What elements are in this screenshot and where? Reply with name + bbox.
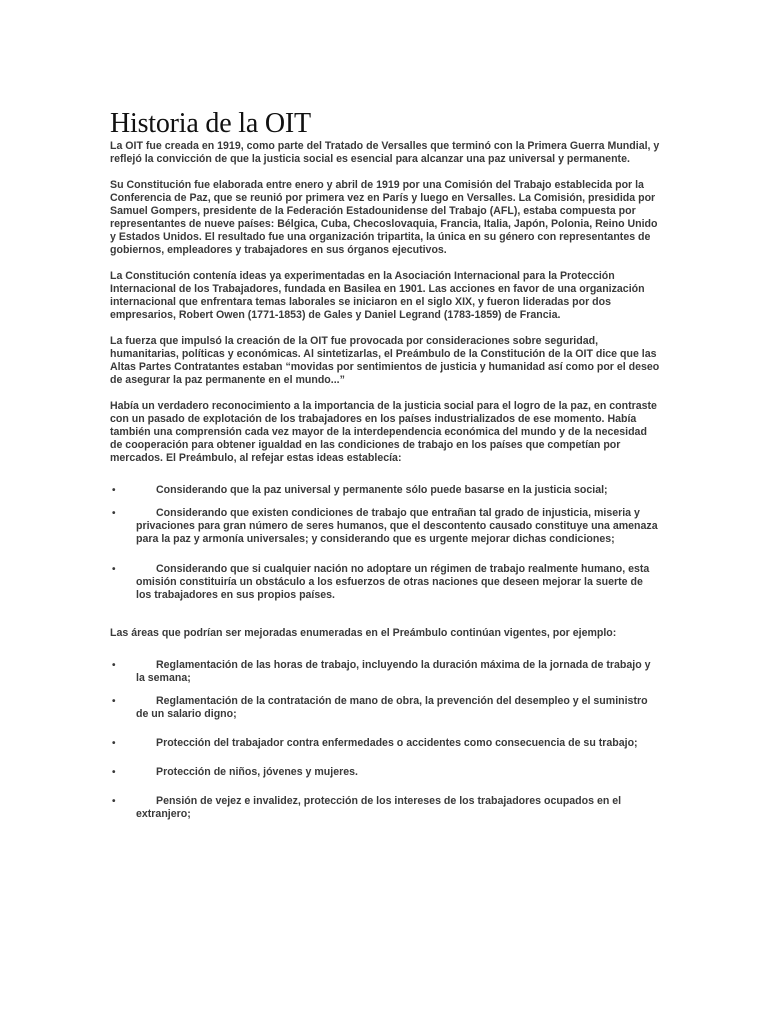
list-item-text: Considerando que la paz universal y permanente sólo puede basarse en la justicia social; xyxy=(156,484,608,496)
paragraph-3: La Constitución contenía ideas ya experimentadas en la Asociación Internacional para la Protección Internacional de los Trabajadores, fundada en Basilea en 1901. Las acciones en favor de una organización internacional que enfrentara temas laborales se iniciaron en el siglo XIX, y fueron lideradas por dos empresarios, Robert Owen (1771-1853) de Gales y Daniel Legrand (1783-1859) de Francia. xyxy=(110,270,645,321)
list-item-text: Considerando que existen condiciones de trabajo que entrañan tal grado de injusticia, miseria y privaciones para gran número de seres humanos, que el descontento causado constituye una amenaza para la paz y armonía universales; y considerando que es urgente mejorar dichas condiciones; xyxy=(136,507,658,545)
list-item xyxy=(110,659,660,685)
document-body xyxy=(110,108,660,821)
page-title: Historia de la OIT xyxy=(110,108,311,139)
list-item xyxy=(110,695,660,721)
bullet-icon: • xyxy=(112,767,116,778)
bullet-icon: • xyxy=(112,564,116,575)
list-item-text: Protección del trabajador contra enfermedades o accidentes como consecuencia de su trabajo; xyxy=(156,737,638,749)
list-item xyxy=(110,766,660,779)
list-item xyxy=(110,795,660,821)
bullet-icon: • xyxy=(112,485,116,496)
paragraph-1: La OIT fue creada en 1919, como parte del Tratado de Versalles que terminó con la Primera Guerra Mundial, y reflejó la convicción de que la justicia social es esencial para alcanzar una paz universal y permanente. xyxy=(110,140,660,165)
areas-list xyxy=(110,659,660,821)
list-item-text: Reglamentación de la contratación de mano de obra, la prevención del desempleo y el suministro de un salario digno; xyxy=(136,695,648,720)
paragraph-5: Había un verdadero reconocimiento a la importancia de la justicia social para el logro de la paz, en contraste con un pasado de explotación de los trabajadores en los países industrializados de ese momento. Había también una comprensión cada vez mayor de la interdependencia económica del mundo y de la necesidad de cooperación para obtener igualdad en las condiciones de trabajo en los países que competían por mercados. El Preámbulo, al refejar estas ideas establecía: xyxy=(110,400,657,464)
list-item-text: Protección de niños, jóvenes y mujeres. xyxy=(156,766,358,778)
list-item xyxy=(110,507,660,546)
areas-intro: Las áreas que podrían ser mejoradas enumeradas en el Preámbulo continúan vigentes, por ejemplo: xyxy=(110,627,617,639)
list-item-text: Considerando que si cualquier nación no adoptare un régimen de trabajo realmente humano, esta omisión constituiría un obstáculo a los esfuerzos de otras naciones que deseen mejorar la suerte de los trabajadores en sus propios países. xyxy=(136,563,650,601)
bullet-icon: • xyxy=(112,796,116,807)
list-item xyxy=(110,737,660,750)
list-item xyxy=(110,563,660,602)
paragraph-4: La fuerza que impulsó la creación de la OIT fue provocada por consideraciones sobre seguridad, humanitarias, políticas y económicas. Al sintetizarlas, el Preámbulo de la Constitución de la OIT dice que las Altas Partes Contratantes estaban “movidas por sentimientos de justicia y humanidad así como por el deseo de asegurar la paz permanente en el mundo...” xyxy=(110,335,660,386)
bullet-icon: • xyxy=(112,738,116,749)
list-item-text: Reglamentación de las horas de trabajo, incluyendo la duración máxima de la jornada de trabajo y la semana; xyxy=(136,659,651,684)
list-item xyxy=(110,484,660,497)
bullet-icon: • xyxy=(112,508,116,519)
list-item-text: Pensión de vejez e invalidez, protección de los intereses de los trabajadores ocupados en el extranjero; xyxy=(136,795,622,820)
preamble-list xyxy=(110,484,660,602)
paragraph-2: Su Constitución fue elaborada entre enero y abril de 1919 por una Comisión del Trabajo establecida por la Conferencia de Paz, que se reunió por primera vez en París y luego en Versalles. La Comisión, presidida por Samuel Gompers, presidente de la Federación Estadounidense del Trabajo (AFL), estaba compuesta por representantes de nueve países: Bélgica, Cuba, Checoslovaquia, Francia, Italia, Japón, Polonia, Reino Unido y Estados Unidos. El resultado fue una organización tripartita, la única en su género con representantes de gobiernos, empleadores y trabajadores en sus órganos ejecutivos. xyxy=(110,179,658,256)
bullet-icon: • xyxy=(112,696,116,707)
bullet-icon: • xyxy=(112,660,116,671)
